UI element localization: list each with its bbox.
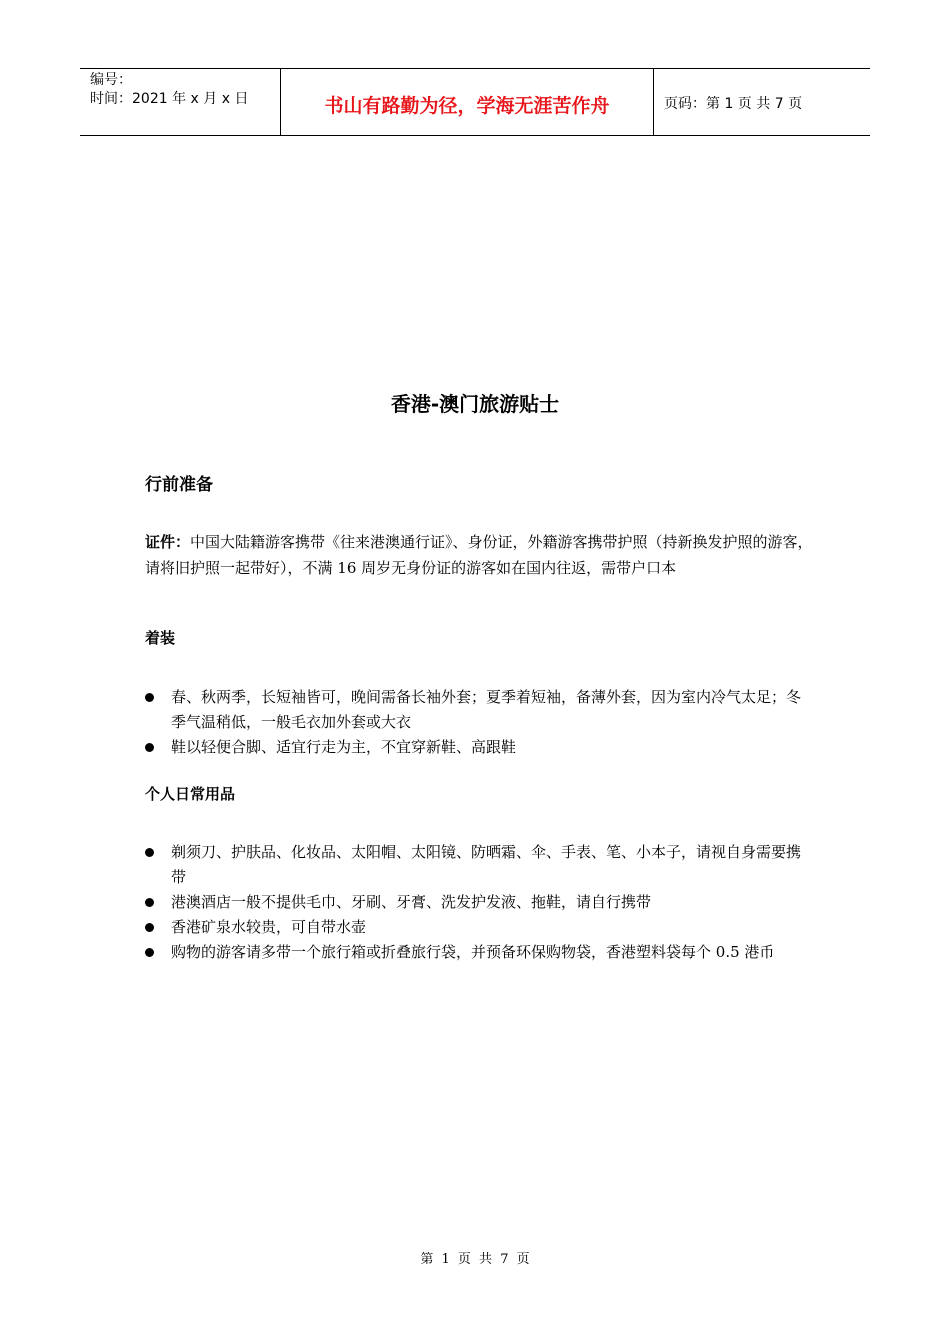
list-item-text: 春、秋两季，长短袖皆可，晚间需备长袖外套；夏季着短袖，备薄外套，因为室内冷气太足；冬季气温稍低，一般毛衣加外套或大衣 [171,688,802,731]
bullet-dot-icon [145,848,154,857]
bullet-dot-icon [145,948,154,957]
list-item [145,915,813,940]
id-text: 中国大陆籍游客携带《往来港澳通行证》、身份证，外籍游客携带护照（持新换发护照的游客，请将旧护照一起带好），不满 16 周岁无身份证的游客如在国内往返，需带户口本 [145,533,813,577]
id-lead: 证件： [145,533,191,551]
list-item-text: 购物的游客请多带一个旅行箱或折叠旅行袋，并预备环保购物袋，香港塑料袋每个 0.5 港币 [171,943,775,961]
bullet-dot-icon [145,898,154,907]
id-paragraph [145,530,813,581]
list-item-text: 剃须刀、护肤品、化妆品、太阳帽、太阳镜、防晒霜、伞、手表、笔、小本子，请视自身需要携带 [171,843,802,886]
bullet-dot-icon [145,923,154,932]
section-heading-items: 个人日常用品 [145,785,236,803]
list-item [145,840,813,890]
page-label: 页码：第 1 页 共 7 页 [664,96,803,112]
list-item-text: 鞋以轻便合脚、适宜行走为主，不宜穿新鞋、高跟鞋 [171,738,517,756]
list-item [145,735,813,760]
section-heading-prep: 行前准备 [145,475,213,495]
page-cell [654,69,870,135]
document-title: 香港-澳门旅游贴士 [390,392,560,416]
motto-text: 书山有路勤为径，学海无涯苦作舟 [324,94,610,117]
list-item [145,890,813,915]
bullet-dot-icon [145,693,154,702]
list-item [145,685,813,735]
section-heading-dress: 着装 [145,629,176,647]
header-meta-cell [80,69,281,135]
dress-list [145,685,813,760]
list-item-text: 香港矿泉水较贵，可自带水壶 [171,918,367,936]
date-label: 时间：2021 年 x 月 x 日 [90,91,249,107]
page-footer: 第 1 页 共 7 页 [420,1252,530,1267]
motto-cell [281,69,654,135]
list-item-text: 港澳酒店一般不提供毛巾、牙刷、牙膏、洗发护发液、拖鞋，请自行携带 [171,893,652,911]
bullet-dot-icon [145,743,154,752]
daily-items-list [145,840,813,965]
number-label: 编号： [90,72,132,88]
header-table [80,68,870,136]
list-item [145,940,813,965]
